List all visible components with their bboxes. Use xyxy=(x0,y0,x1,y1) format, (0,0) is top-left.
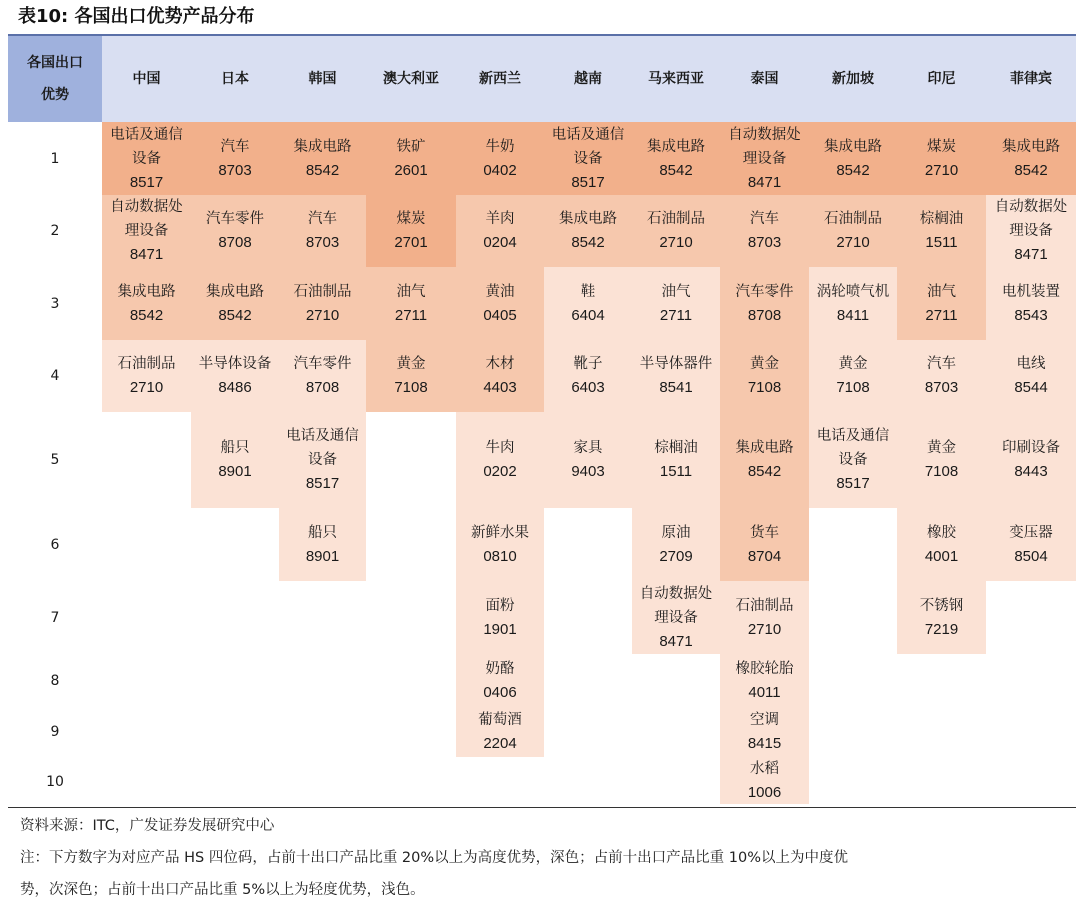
hs-code: 7108 xyxy=(747,379,782,396)
hs-code: 8415 xyxy=(747,735,782,752)
product-cell xyxy=(809,195,897,267)
product-cell xyxy=(720,707,809,757)
product-cell xyxy=(986,122,1076,195)
product-name: 牛肉 xyxy=(485,440,515,456)
row-label: 5 xyxy=(50,452,60,468)
product-cell xyxy=(456,654,544,707)
product-name: 橡胶轮胎 xyxy=(735,660,794,677)
row-label: 6 xyxy=(50,536,60,553)
hs-code: 2711 xyxy=(394,306,428,324)
column-header: 中国 xyxy=(132,71,161,87)
product-cell xyxy=(191,267,279,340)
product-name: 煤炭 xyxy=(396,211,426,227)
hs-code: 0202 xyxy=(483,463,517,480)
hs-code: 2601 xyxy=(394,161,428,179)
hs-code: 2711 xyxy=(659,306,693,324)
product-cell xyxy=(102,122,191,195)
product-cell xyxy=(809,122,897,195)
hs-code: 8542 xyxy=(659,161,693,179)
row-label: 4 xyxy=(50,368,60,384)
product-name: 黄金 xyxy=(750,356,779,372)
product-name: 石油制品 xyxy=(824,211,882,227)
product-name: 自动数据处理设备 xyxy=(639,585,713,626)
hs-code: 9403 xyxy=(571,463,605,480)
hs-code: 1006 xyxy=(747,783,782,801)
hs-code: 8471 xyxy=(747,173,782,191)
product-name: 自动数据处理设备 xyxy=(994,199,1068,239)
product-name: 集成电路 xyxy=(1002,138,1060,155)
hs-code: 8471 xyxy=(659,632,693,650)
row-label: 7 xyxy=(50,609,60,626)
hs-code: 2710 xyxy=(305,306,340,324)
hs-code: 6403 xyxy=(571,379,605,396)
product-cell xyxy=(897,508,986,581)
hs-code: 2701 xyxy=(394,234,428,251)
product-name: 靴子 xyxy=(573,356,603,372)
hs-code: 8471 xyxy=(129,246,164,263)
product-cell xyxy=(456,122,544,195)
product-name: 铁矿 xyxy=(396,138,426,155)
hs-code: 8517 xyxy=(305,475,340,492)
product-name: 黄油 xyxy=(485,283,515,300)
corner-label-line2: 优势 xyxy=(41,87,69,103)
product-cell xyxy=(809,267,897,340)
product-cell xyxy=(102,195,191,267)
product-cell xyxy=(809,340,897,412)
hs-code: 7108 xyxy=(836,379,870,396)
product-name: 集成电路 xyxy=(293,138,352,155)
column-header: 马来西亚 xyxy=(648,71,704,87)
column-header: 印尼 xyxy=(927,71,956,87)
product-name: 汽车 xyxy=(220,138,250,155)
table-title: 表10: 各国出口优势产品分布 xyxy=(18,6,255,27)
product-cell xyxy=(720,508,809,581)
product-name: 汽车零件 xyxy=(735,283,794,300)
product-name: 黄金 xyxy=(838,356,868,372)
product-name: 印刷设备 xyxy=(1002,440,1060,456)
hs-code: 7108 xyxy=(924,463,959,480)
hs-code: 1511 xyxy=(659,463,693,480)
product-cell xyxy=(720,581,809,654)
product-name: 原油 xyxy=(661,524,691,541)
product-cell xyxy=(279,122,366,195)
product-name: 黄金 xyxy=(927,440,956,456)
product-name: 羊肉 xyxy=(485,211,515,227)
hs-code: 8544 xyxy=(1014,379,1048,396)
column-header: 新加坡 xyxy=(832,71,874,87)
product-cell xyxy=(279,195,366,267)
corner-label-line1: 各国出口 xyxy=(27,55,83,71)
product-name: 油气 xyxy=(661,283,691,300)
hs-code: 8541 xyxy=(659,379,693,396)
product-name: 鞋 xyxy=(580,283,596,300)
product-name: 半导体设备 xyxy=(198,356,272,372)
product-cell xyxy=(986,340,1076,412)
product-name: 集成电路 xyxy=(735,440,794,456)
product-name: 不锈钢 xyxy=(919,597,964,614)
product-cell xyxy=(986,195,1076,267)
product-name: 汽车 xyxy=(750,211,779,227)
product-name: 汽车 xyxy=(927,356,956,372)
hs-code: 7219 xyxy=(924,620,959,638)
product-cell xyxy=(897,267,986,340)
product-name: 牛奶 xyxy=(485,138,515,155)
hs-code: 4001 xyxy=(924,547,959,565)
product-cell xyxy=(279,412,366,508)
product-name: 棕榈油 xyxy=(919,211,964,227)
product-cell xyxy=(720,122,809,195)
product-name: 橡胶 xyxy=(927,524,956,541)
footnote-line-1: 注：下方数字为对应产品 HS 四位码，占前十出口产品比重 20%以上为高度优势，深色；占前十出口产品比重 10%以上为中度优 xyxy=(20,850,848,866)
product-name: 汽车零件 xyxy=(206,211,264,227)
product-cell xyxy=(456,508,544,581)
product-name: 集成电路 xyxy=(824,138,882,155)
footnote-line-2: 势，次深色；占前十出口产品比重 5%以上为轻度优势，浅色。 xyxy=(20,882,425,898)
product-cell xyxy=(456,340,544,412)
export-advantage-table xyxy=(8,34,1076,808)
product-name: 电机装置 xyxy=(1002,283,1060,300)
hs-code: 8704 xyxy=(747,547,782,565)
product-cell xyxy=(544,340,632,412)
hs-code: 0405 xyxy=(483,306,517,324)
product-name: 电话及通信设备 xyxy=(816,428,890,468)
hs-code: 0402 xyxy=(483,161,517,179)
product-cell xyxy=(544,412,632,508)
hs-code: 8708 xyxy=(305,379,340,396)
hs-code: 8542 xyxy=(1014,161,1048,179)
hs-code: 2711 xyxy=(925,306,958,324)
column-header: 新西兰 xyxy=(479,71,521,87)
column-header: 越南 xyxy=(574,71,602,87)
product-cell xyxy=(720,267,809,340)
product-name: 自动数据处理设备 xyxy=(110,199,183,239)
product-cell xyxy=(544,122,632,195)
hs-code: 8543 xyxy=(1014,306,1048,324)
hs-code: 8411 xyxy=(836,306,870,324)
product-name: 集成电路 xyxy=(206,283,264,300)
product-name: 木材 xyxy=(485,356,515,372)
corner-header xyxy=(8,34,102,122)
product-name: 电话及通信设备 xyxy=(286,428,359,468)
product-name: 水稻 xyxy=(750,760,779,777)
product-name: 葡萄酒 xyxy=(478,712,522,728)
product-name: 奶酪 xyxy=(485,660,515,677)
product-name: 船只 xyxy=(220,440,250,456)
hs-code: 2710 xyxy=(129,379,164,396)
product-cell xyxy=(456,412,544,508)
product-cell xyxy=(366,340,456,412)
column-header: 泰国 xyxy=(750,71,779,87)
product-cell xyxy=(279,508,366,581)
product-cell xyxy=(720,412,809,508)
hs-code: 7108 xyxy=(394,379,428,396)
product-cell xyxy=(986,267,1076,340)
bottom-rule xyxy=(8,807,1076,808)
hs-code: 1511 xyxy=(925,234,958,251)
product-name: 面粉 xyxy=(485,597,515,614)
product-name: 空调 xyxy=(750,712,779,728)
hs-code: 6404 xyxy=(571,306,605,324)
product-name: 涡轮喷气机 xyxy=(816,283,890,300)
hs-code: 2710 xyxy=(659,234,693,251)
hs-code: 8542 xyxy=(836,161,870,179)
hs-code: 8703 xyxy=(305,234,340,251)
hs-code: 8517 xyxy=(836,475,870,492)
product-cell xyxy=(544,267,632,340)
product-name: 电线 xyxy=(1016,356,1046,372)
product-cell xyxy=(720,654,809,707)
product-cell xyxy=(191,122,279,195)
product-name: 汽车零件 xyxy=(293,356,352,372)
product-cell xyxy=(720,757,809,804)
hs-code: 8901 xyxy=(305,547,340,565)
hs-code: 8542 xyxy=(305,161,340,179)
product-cell xyxy=(456,195,544,267)
product-name: 家具 xyxy=(573,440,603,456)
row-label: 2 xyxy=(50,223,60,239)
product-cell xyxy=(366,267,456,340)
hs-code: 8542 xyxy=(218,306,252,324)
product-name: 电话及通信设备 xyxy=(110,126,183,167)
product-name: 集成电路 xyxy=(117,283,176,300)
product-name: 黄金 xyxy=(396,356,426,372)
row-label: 8 xyxy=(50,672,60,689)
product-cell xyxy=(632,412,720,508)
product-name: 新鲜水果 xyxy=(471,524,529,541)
row-label: 10 xyxy=(46,774,64,790)
hs-code: 8542 xyxy=(571,234,605,251)
hs-code: 8504 xyxy=(1014,547,1048,565)
product-cell xyxy=(191,340,279,412)
product-name: 油气 xyxy=(396,283,426,300)
product-cell xyxy=(986,508,1076,581)
hs-code: 8443 xyxy=(1014,463,1048,480)
product-name: 石油制品 xyxy=(293,283,352,300)
product-cell xyxy=(809,412,897,508)
product-cell xyxy=(632,122,720,195)
product-cell xyxy=(102,340,191,412)
product-cell xyxy=(191,412,279,508)
product-cell xyxy=(456,581,544,654)
hs-code: 2710 xyxy=(836,234,870,251)
hs-code: 8703 xyxy=(924,379,959,396)
hs-code: 8486 xyxy=(218,379,252,396)
hs-code: 4011 xyxy=(748,683,781,701)
product-cell xyxy=(456,267,544,340)
product-cell xyxy=(720,340,809,412)
hs-code: 8517 xyxy=(571,173,605,191)
hs-code: 8542 xyxy=(129,306,164,324)
product-cell xyxy=(632,508,720,581)
product-name: 煤炭 xyxy=(927,138,956,155)
product-name: 半导体器件 xyxy=(639,356,713,372)
product-name: 船只 xyxy=(308,524,337,541)
product-name: 集成电路 xyxy=(647,138,705,155)
hs-code: 8901 xyxy=(218,463,252,480)
hs-code: 0810 xyxy=(483,547,517,565)
product-cell xyxy=(191,195,279,267)
product-cell xyxy=(897,195,986,267)
product-cell xyxy=(544,195,632,267)
hs-code: 8542 xyxy=(747,463,782,480)
product-cell xyxy=(897,412,986,508)
hs-code: 8708 xyxy=(218,234,252,251)
product-cell xyxy=(897,340,986,412)
hs-code: 1901 xyxy=(483,620,517,638)
hs-code: 2710 xyxy=(747,620,782,638)
column-header: 菲律宾 xyxy=(1010,71,1052,87)
source-note: 资料来源：ITC，广发证券发展研究中心 xyxy=(20,818,275,834)
hs-code: 8517 xyxy=(129,173,164,191)
product-name: 集成电路 xyxy=(559,211,617,227)
hs-code: 0406 xyxy=(483,683,517,701)
product-name: 棕榈油 xyxy=(654,440,698,456)
product-cell xyxy=(279,267,366,340)
product-cell xyxy=(366,195,456,267)
row-label: 9 xyxy=(50,724,60,740)
product-cell xyxy=(366,122,456,195)
column-header: 韩国 xyxy=(308,71,337,87)
hs-code: 8703 xyxy=(747,234,782,251)
product-cell xyxy=(279,340,366,412)
product-name: 变压器 xyxy=(1009,524,1053,541)
product-cell xyxy=(897,122,986,195)
product-name: 电话及通信设备 xyxy=(551,126,625,167)
hs-code: 2709 xyxy=(659,547,693,565)
product-cell xyxy=(720,195,809,267)
product-cell xyxy=(897,581,986,654)
product-name: 石油制品 xyxy=(735,597,794,614)
product-name: 石油制品 xyxy=(117,356,176,372)
hs-code: 8708 xyxy=(747,306,782,324)
hs-code: 8471 xyxy=(1014,246,1048,263)
product-cell xyxy=(986,412,1076,508)
product-name: 石油制品 xyxy=(647,211,705,227)
product-cell xyxy=(102,267,191,340)
hs-code: 4403 xyxy=(483,379,517,396)
product-cell xyxy=(632,340,720,412)
column-header: 澳大利亚 xyxy=(383,71,439,87)
product-name: 自动数据处理设备 xyxy=(728,126,801,167)
column-header: 日本 xyxy=(221,71,249,87)
product-cell xyxy=(632,581,720,654)
hs-code: 8703 xyxy=(218,161,252,179)
product-cell xyxy=(632,195,720,267)
row-label: 3 xyxy=(50,295,60,312)
hs-code: 0204 xyxy=(483,234,517,251)
product-cell xyxy=(456,707,544,757)
product-name: 汽车 xyxy=(308,211,337,227)
product-name: 油气 xyxy=(927,283,956,300)
hs-code: 2204 xyxy=(483,735,517,752)
product-cell xyxy=(632,267,720,340)
hs-code: 2710 xyxy=(924,161,959,179)
row-label: 1 xyxy=(50,150,60,167)
product-name: 货车 xyxy=(750,524,779,541)
